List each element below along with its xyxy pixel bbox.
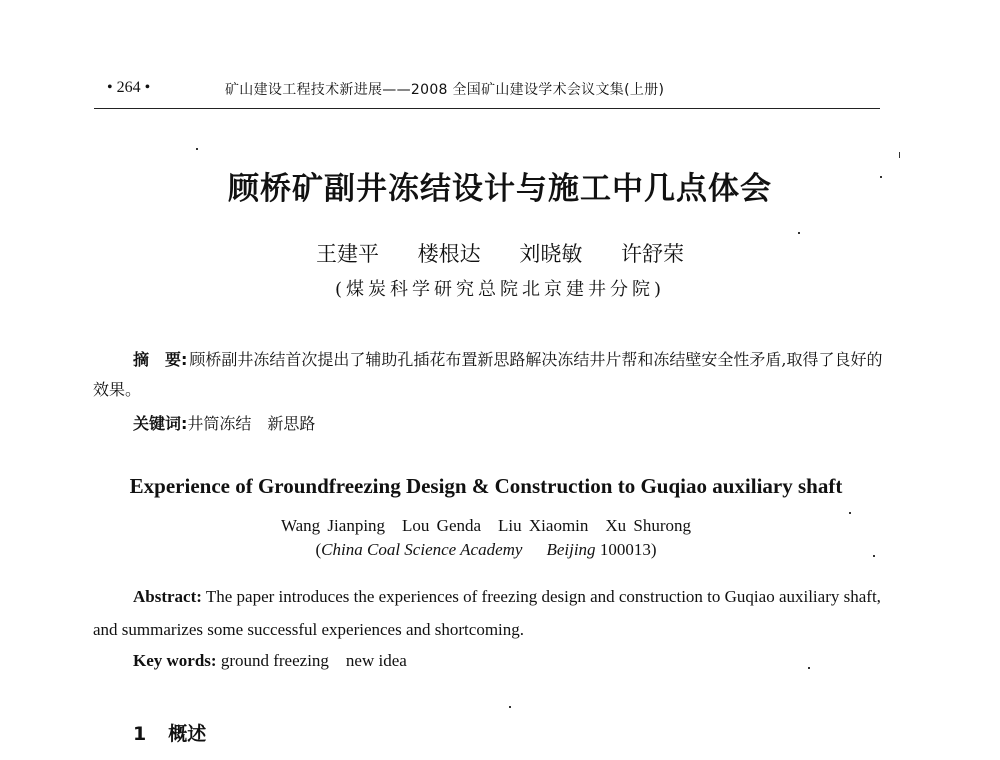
affiliation-cn: (煤炭科学研究总院北京建井分院) [334,279,666,300]
abstract-en-label: Abstract: [133,587,202,606]
section-number: 1 [133,723,147,745]
abstract-cn-text: 顾桥副井冻结首次提出了辅助孔插花布置新思路解决冻结井片帮和冻结壁安全性矛盾,取得了良好的效果。 [93,350,883,399]
abstract-en-text: The paper introduces the experiences of freezing design and construction to Guqiao auxiliary shaft, and summarizes some successful experiences and shortcoming. [93,587,881,639]
paper-title-cn: 顾桥矿副井冻结设计与施工中几点体会 [228,171,772,207]
affiliation-en-institution: China Coal Science Academy [321,540,523,559]
keywords-en [133,646,407,671]
scan-speck [899,152,900,158]
affiliation-en [0,540,972,560]
affiliation-en-open: ( [315,540,322,559]
authors-en: Wang Jianping Lou Genda Liu Xiaomin Xu Shurong [280,516,692,535]
section-title: 概述 [168,723,207,745]
header-rule [94,108,880,109]
keywords-en-text: ground freezing new idea [220,651,407,670]
scan-speck [196,148,198,150]
section-heading-1 [133,719,206,746]
scan-speck [509,706,511,708]
keywords-cn-label: 关键词: [133,414,188,433]
keywords-cn-text: 井筒冻结 新思路 [187,414,316,433]
keywords-en-label: Key words: [133,651,217,670]
abstract-en [93,580,883,646]
scan-speck [808,667,810,669]
journal-title: 矿山建设工程技术新进展——2008 全国矿山建设学术会议文集(上册) [225,82,665,98]
running-header [107,79,887,101]
scan-speck [880,176,882,178]
scan-speck [849,512,851,514]
affiliation-en-postcode: 100013 [599,540,651,559]
affiliation-en-city: Beijing [546,540,596,559]
scan-speck [798,232,800,234]
affiliation-en-close: ) [650,540,657,559]
page-number: • 264 • [107,79,151,96]
scan-speck [873,555,875,557]
abstract-cn-label: 摘 要: [133,350,188,369]
abstract-cn [93,345,893,405]
authors-cn: 王建平 楼根达 刘晓敏 许舒荣 [315,242,685,266]
keywords-cn [133,411,315,434]
paper-title-en: Experience of Groundfreezing Design & Construction to Guqiao auxiliary shaft [129,474,843,498]
